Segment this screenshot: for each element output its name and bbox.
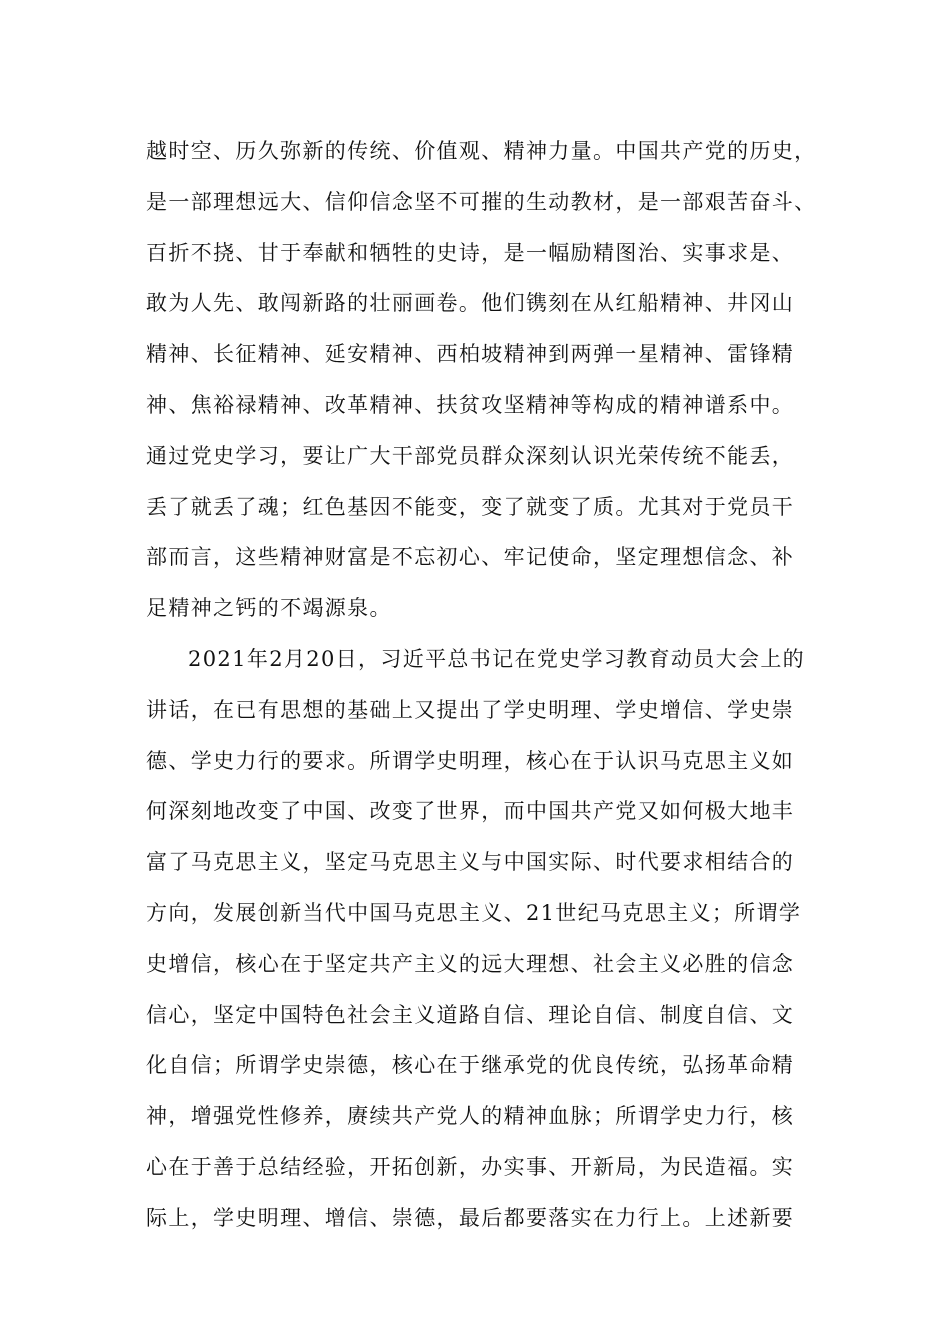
text-line: 越时空、历久弥新的传统、价值观、精神力量。中国共产党的历史， — [146, 139, 816, 163]
text-line: 方向，发展创新当代中国马克思主义、21世纪马克思主义；所谓学 — [146, 900, 802, 925]
text-line: 信心，坚定中国特色社会主义道路自信、理论自信、制度自信、文 — [146, 1002, 795, 1027]
text-line: 丢了就丢了魂；红色基因不能变，变了就变了质。尤其对于党员干 — [146, 494, 795, 519]
text-line: 精神、长征精神、延安精神、西柏坡精神到两弹一星精神、雷锋精 — [146, 342, 795, 367]
text-line: 心在于善于总结经验，开拓创新，办实事、开新局，为民造福。实 — [146, 1154, 795, 1179]
paragraph-1 — [146, 126, 816, 634]
text-line: 神，增强党性修养，赓续共产党人的精神血脉；所谓学史力行，核 — [146, 1104, 795, 1129]
text-line: 百折不挠、甘于奉献和牺牲的史诗，是一幅励精图治、实事求是、 — [146, 240, 795, 265]
text-line: 德、学史力行的要求。所谓学史明理，核心在于认识马克思主义如 — [146, 748, 795, 773]
text-line: 何深刻地改变了中国、改变了世界，而中国共产党又如何极大地丰 — [146, 799, 795, 824]
text-line: 富了马克思主义，坚定马克思主义与中国实际、时代要求相结合的 — [146, 850, 795, 875]
text-line: 史增信，核心在于坚定共产主义的远大理想、社会主义必胜的信念 — [146, 951, 795, 976]
text-line: 际上，学史明理、增信、崇德，最后都要落实在力行上。上述新要 — [146, 1205, 795, 1230]
text-line: 2021年2月20日，习近平总书记在党史学习教育动员大会上的 — [188, 646, 806, 671]
text-line: 足精神之钙的不竭源泉。 — [146, 596, 392, 621]
text-line: 敢为人先、敢闯新路的壮丽画卷。他们镌刻在从红船精神、井冈山 — [146, 291, 795, 316]
paragraph-2 — [146, 634, 816, 1244]
text-line: 讲话，在已有思想的基础上又提出了学史明理、学史增信、学史崇 — [146, 697, 795, 722]
text-line: 部而言，这些精神财富是不忘初心、牢记使命，坚定理想信念、补 — [146, 545, 795, 570]
text-line: 是一部理想远大、信仰信念坚不可摧的生动教材，是一部艰苦奋斗、 — [146, 189, 816, 214]
text-line: 化自信；所谓学史崇德，核心在于继承党的优良传统，弘扬革命精 — [146, 1053, 795, 1078]
text-line: 通过党史学习，要让广大干部党员群众深刻认识光荣传统不能丢， — [146, 443, 795, 468]
body-text — [146, 126, 816, 1244]
text-line: 神、焦裕禄精神、改革精神、扶贫攻坚精神等构成的精神谱系中。 — [146, 392, 795, 417]
